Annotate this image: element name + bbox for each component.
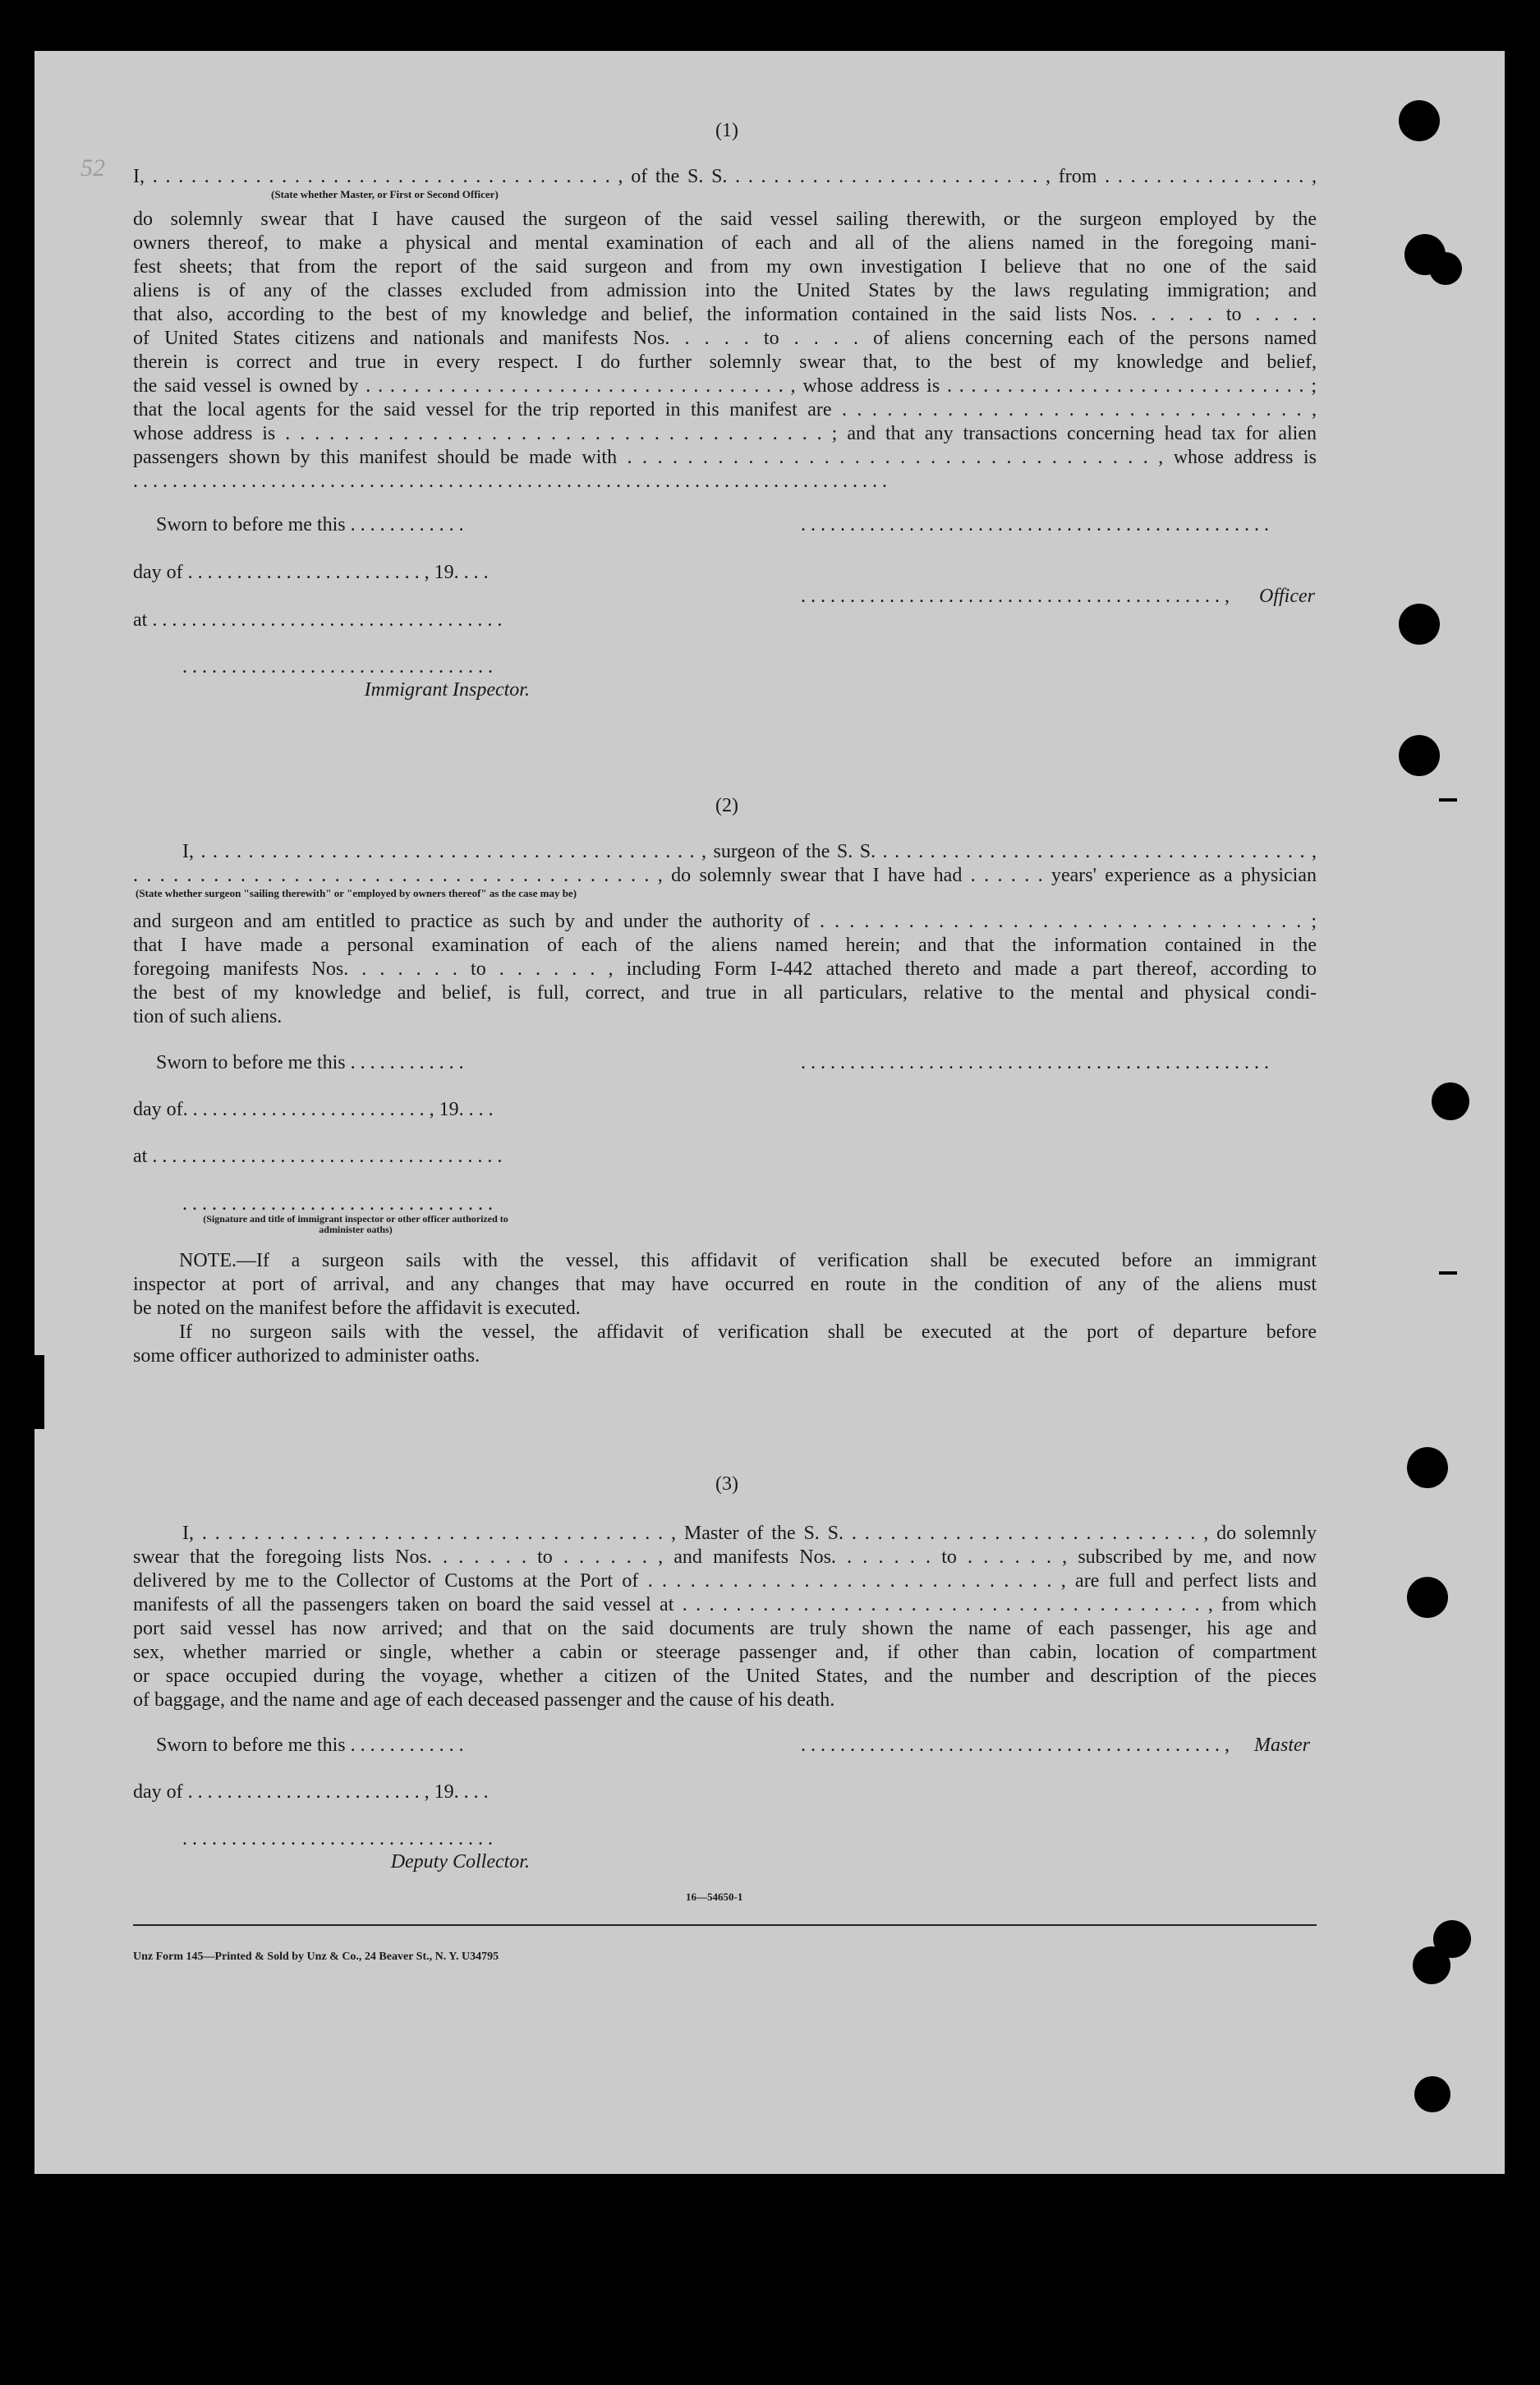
punch-hole [1407,1577,1448,1618]
inspector-signature-line: . . . . . . . . . . . . . . . . . . . . . . . . . . . . . . . . [182,656,493,678]
section-2-oath-line: I, . . . . . . . . . . . . . . . . . . . . . . . . . . . . . . . . . . . . . . . . . . , surgeon of the S. S. . . . . . . . . . . . . . . . . . . . . . . . . . . . . . . . . . . . . , [182,841,1317,862]
sworn-line: Sworn to before me this . . . . . . . . . . . . [156,1735,464,1756]
footer-rule [133,1924,1317,1926]
margin-mark [1439,798,1457,802]
section-3-body-line: manifests of all the passengers taken on board the said vessel at . . . . . . . . . . . . . . . . . . . . . . . . . . . . . . . . . . . . . . . , from which [133,1594,1317,1615]
section-3-body-line: of baggage, and the name and age of each deceased passenger and the cause of his death. [133,1689,835,1711]
section-2-body-line: and surgeon and am entitled to practice as such by and under the authority of . . . . . . . . . . . . . . . . . . . . . . . . . . . . . . . . . ; [133,911,1317,932]
section-1-body-line: passengers shown by this manifest should be made with . . . . . . . . . . . . . . . . . . . . . . . . . . . . . . . . . . . , whose address is [133,447,1317,468]
note-line: NOTE.—If a surgeon sails with the vessel, this affidavit of verification shall be executed before an immigrant [179,1250,1317,1271]
printer-footer: Unz Form 145—Printed & Sold by Unz & Co., 24 Beaver St., N. Y. U34795 [133,1951,499,1963]
section-1-body-line: . . . . . . . . . . . . . . . . . . . . . . . . . . . . . . . . . . . . . . . . . . . . . . . . . . . . . . . . . . . . . . . . . . . . . . . . . . . . . [133,471,887,492]
officer-signature-line: . . . . . . . . . . . . . . . . . . . . . . . . . . . . . . . . . . . . . . . . . . . , [801,586,1230,607]
section-2-body-line: the best of my knowledge and belief, is full, correct, and true in all particulars, relative to the mental and physical condi- [133,982,1317,1004]
note-line: inspector at port of arrival, and any changes that may have occurred en route in the condition of any of the aliens must [133,1274,1317,1295]
section-1-number: (1) [715,120,738,141]
page-number: 52 [80,154,105,182]
at-line: at . . . . . . . . . . . . . . . . . . . . . . . . . . . . . . . . . . . . [133,1146,503,1167]
day-line: day of . . . . . . . . . . . . . . . . . . . . . . . . , 19. . . . [133,562,489,583]
at-line: at . . . . . . . . . . . . . . . . . . . . . . . . . . . . . . . . . . . . [133,609,503,631]
section-2-body-line: tion of such aliens. [133,1006,283,1027]
sworn-line: Sworn to before me this . . . . . . . . . . . . [156,1052,464,1073]
section-1-body-line: aliens is of any of the classes excluded from admission into the United States by the laws regulating immigration; and [133,280,1317,301]
punch-hole [1399,604,1440,645]
inspector-label: Immigrant Inspector. [364,679,530,701]
section-2-oath-line: . . . . . . . . . . . . . . . . . . . . . . . . . . . . . . . . . . . . . . . , do solemnly swear that I have had . . . . . . years' experience as a physician [133,865,1317,886]
section-3-body-line: I, . . . . . . . . . . . . . . . . . . . . . . . . . . . . . . . . . . . . , Master of the S. S. . . . . . . . . . . . . . . . . . . . . . . . . . . . , do solemnly [182,1523,1317,1544]
section-1-body-line: the said vessel is owned by . . . . . . . . . . . . . . . . . . . . . . . . . . . . . . . . . . . , whose address is . . . . . . . . . . . . . . . . . . . . . . . . . . . . . . ; [133,375,1317,397]
section-2-number: (2) [715,795,738,816]
binding-tab [34,1355,44,1429]
section-3-body-line: swear that the foregoing lists Nos. . . . . . . to . . . . . . , and manifests Nos. . . . . . . to . . . . . . , subscribed by me, and now [133,1546,1317,1568]
day-line: day of. . . . . . . . . . . . . . . . . . . . . . . . . , 19. . . . [133,1099,494,1120]
signature-line: . . . . . . . . . . . . . . . . . . . . . . . . . . . . . . . . . . . . . . . . . . . . . . . . [801,1052,1269,1073]
section-3-body-line: delivered by me to the Collector of Customs at the Port of . . . . . . . . . . . . . . . . . . . . . . . . . . . . . , are full and perfect lists and [133,1570,1317,1592]
section-1-body-line: therein is correct and true in every respect. I do further solemnly swear that, to the best of my knowledge and belief, [133,352,1317,373]
section-1-officer-note: (State whether Master, or First or Second Officer) [271,188,499,200]
punch-hole [1413,1946,1450,1984]
section-1-body-line: of United States citizens and nationals and manifests Nos. . . . . to . . . . of aliens concerning each of the persons named [133,328,1317,349]
section-3-body-line: or space occupied during the voyage, whether a citizen of the United States, and the number and description of the pieces [133,1666,1317,1687]
signature-note: (Signature and title of immigrant inspector or other officer authorized to administer oaths) [203,1213,508,1235]
section-1-body-line: that also, according to the best of my knowledge and belief, the information contained in the said lists Nos. . . . . to . . . . [133,304,1317,325]
punch-hole [1399,735,1440,776]
officer-label: Officer [1259,586,1315,607]
punch-hole [1414,2076,1450,2112]
margin-mark [1439,1271,1457,1275]
day-line: day of . . . . . . . . . . . . . . . . . . . . . . . . , 19. . . . [133,1781,489,1803]
section-3-body-line: port said vessel has now arrived; and that on the said documents are truly shown the name of each passenger, his age and [133,1618,1317,1639]
section-1-body-line: fest sheets; that from the report of the said surgeon and from my own investigation I believe that no one of the said [133,256,1317,278]
sworn-line: Sworn to before me this . . . . . . . . . . . . [156,514,464,535]
section-2-body-line: foregoing manifests Nos. . . . . . . to . . . . . . , including Form I-442 attached thereto and made a part thereof, according to [133,958,1317,980]
collector-signature-line: . . . . . . . . . . . . . . . . . . . . . . . . . . . . . . . . [182,1828,493,1850]
section-1-oath-line: I, . . . . . . . . . . . . . . . . . . . . . . . . . . . . . . . . . . . . , of the S. S. . . . . . . . . . . . . . . . . . . . . . . . . , from . . . . . . . . . . . . . . . . , [133,166,1317,187]
deputy-collector-label: Deputy Collector. [390,1851,530,1873]
section-3-body-line: sex, whether married or single, whether a cabin or steerage passenger and, if other than cabin, location of compartment [133,1642,1317,1663]
signature-line: . . . . . . . . . . . . . . . . . . . . . . . . . . . . . . . . . . . . . . . . . . . . . . . . [801,514,1269,535]
punch-hole [1399,100,1440,141]
master-signature-line: . . . . . . . . . . . . . . . . . . . . . . . . . . . . . . . . . . . . . . . . . . . , [801,1735,1230,1756]
master-label: Master [1254,1735,1310,1756]
punch-hole [1429,252,1462,285]
section-1-body-line: that the local agents for the said vessel for the trip reported in this manifest are . . . . . . . . . . . . . . . . . . . . . . . . . . . . . . . , [133,399,1317,420]
note-line: If no surgeon sails with the vessel, the affidavit of verification shall be executed at the port of departure before [179,1321,1317,1343]
section-2-body-line: that I have made a personal examination of each of the aliens named herein; and that the information contained in the [133,935,1317,956]
punch-hole [1407,1447,1448,1488]
section-2-surgeon-note: (State whether surgeon "sailing therewith" or "employed by owners thereof" as the case may be) [136,887,577,899]
note-line: be noted on the manifest before the affidavit is executed. [133,1298,581,1319]
note-line: some officer authorized to administer oaths. [133,1345,480,1367]
punch-hole [1432,1082,1469,1120]
section-3-number: (3) [715,1473,738,1495]
inspector-signature-line: . . . . . . . . . . . . . . . . . . . . . . . . . . . . . . . . [182,1193,493,1215]
section-1-body-line: do solemnly swear that I have caused the surgeon of the said vessel sailing therewith, or the surgeon employed by the [133,209,1317,230]
section-1-body-line: owners thereof, to make a physical and mental examination of each and all of the aliens named in the foregoing mani- [133,232,1317,254]
form-code: 16—54650-1 [686,1891,743,1903]
section-1-body-line: whose address is . . . . . . . . . . . . . . . . . . . . . . . . . . . . . . . . . . . . . ; and that any transactions concerning head tax for alien [133,423,1317,444]
